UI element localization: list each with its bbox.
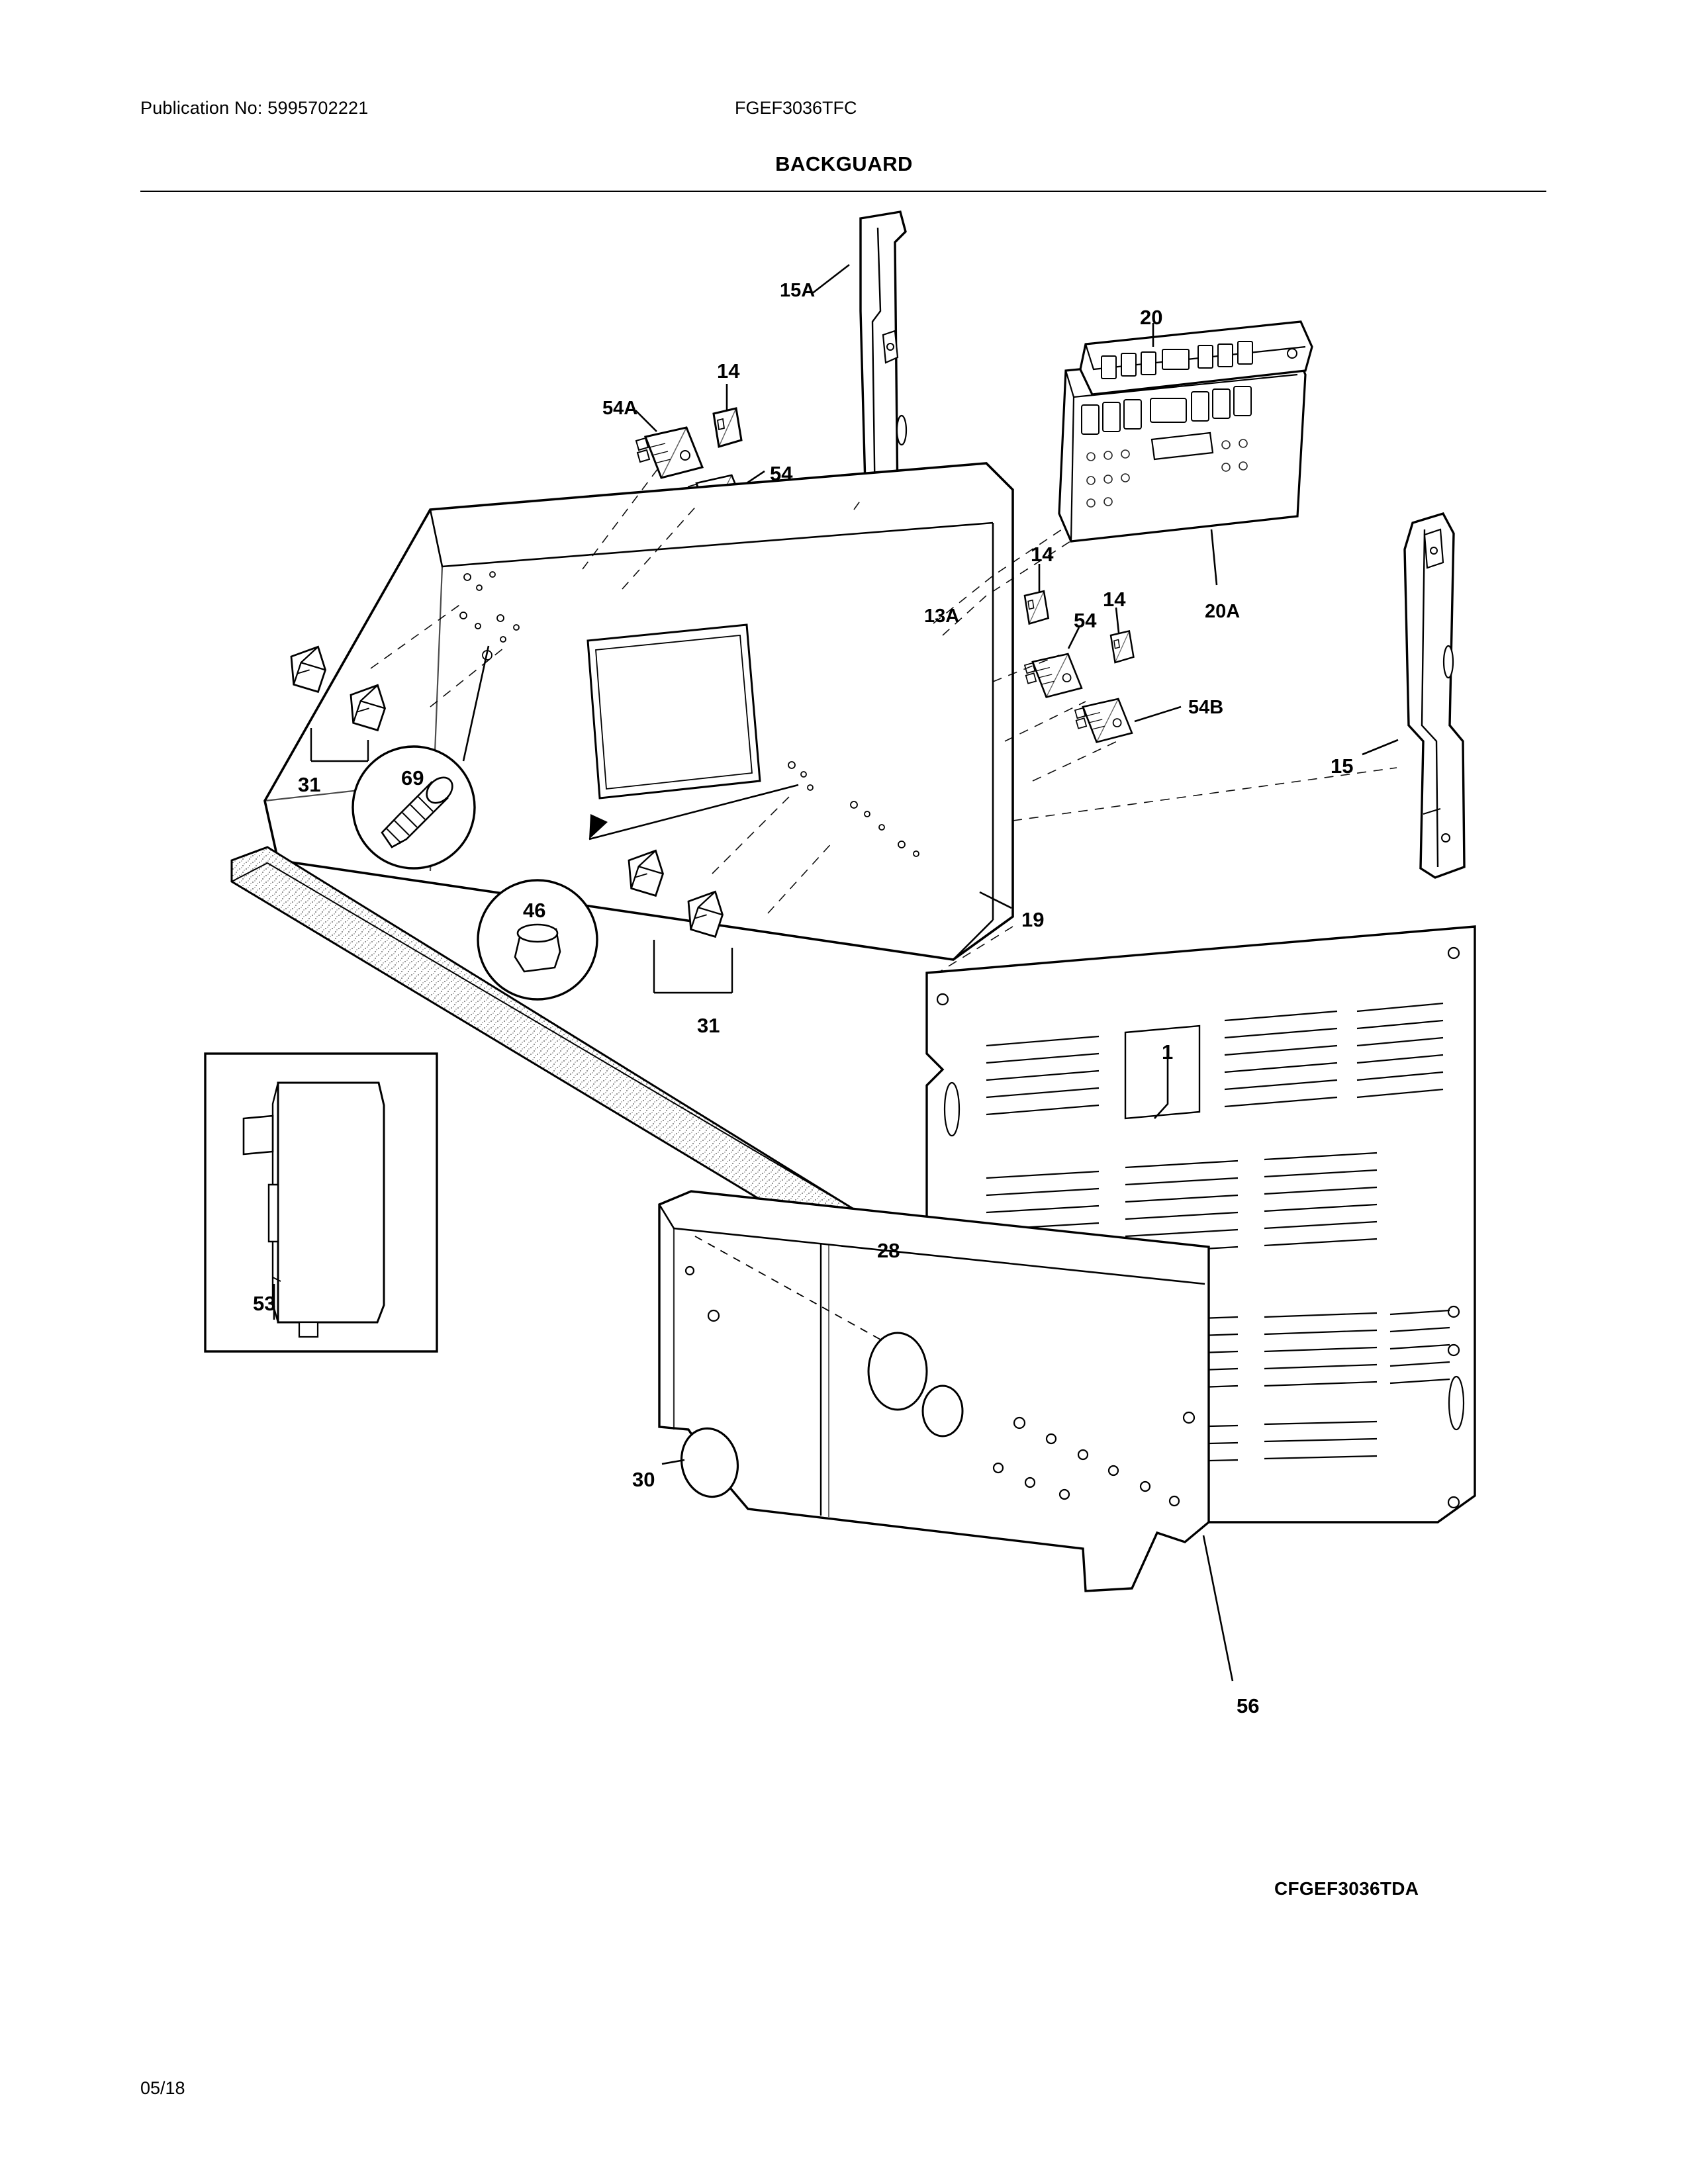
part-56-lower-support-panel [659, 1191, 1209, 1591]
leader-54a [635, 410, 657, 432]
leader-15 [1362, 740, 1398, 754]
callout-14: 14 [717, 359, 740, 383]
callout-31: 31 [697, 1014, 720, 1037]
callout-53: 53 [253, 1292, 276, 1315]
leader-56 [1203, 1535, 1233, 1681]
callout-15: 15 [1331, 754, 1354, 778]
callout-28: 28 [877, 1239, 900, 1262]
callout-54: 54 [1074, 609, 1097, 632]
callout-31: 31 [298, 773, 321, 796]
callout-1: 1 [1162, 1040, 1174, 1064]
part-54a-switch-assembly [636, 428, 702, 478]
leader-54b [1135, 707, 1181, 721]
leader-31-bottom [654, 940, 732, 993]
callout-19: 19 [1021, 908, 1045, 931]
callout-54: 54 [770, 462, 793, 485]
part-54b-switch-assembly [1075, 699, 1132, 742]
part-14-bezel-top [714, 408, 741, 447]
leader-20a [1211, 529, 1217, 585]
leader-15a [812, 265, 849, 294]
part-54-switch-mid [1025, 654, 1082, 697]
callout-20A: 20A [1205, 601, 1241, 622]
part-53-inset-assembly [205, 1054, 437, 1351]
part-15-right-end-trim [1405, 514, 1464, 878]
diagram-code: CFGEF3036TDA [1274, 1878, 1419, 1899]
callout-15A: 15A [780, 280, 816, 301]
callout-69: 69 [401, 766, 424, 790]
callout-14: 14 [1103, 588, 1126, 611]
callout-54A: 54A [602, 398, 638, 419]
callout-13A: 13A [924, 606, 960, 627]
part-14-bezel-mid2 [1111, 631, 1133, 662]
callout-20: 20 [1140, 306, 1163, 329]
publication-number: Publication No: 5995702221 [140, 98, 369, 118]
callout-56: 56 [1237, 1694, 1260, 1717]
callout-46: 46 [523, 899, 546, 922]
callout-54B: 54B [1188, 697, 1224, 718]
callout-14: 14 [1031, 543, 1054, 566]
callout-30: 30 [632, 1468, 655, 1491]
model-number: FGEF3036TFC [735, 98, 857, 118]
revision-date: 05/18 [140, 2078, 185, 2098]
part-31-knob-a [291, 647, 326, 692]
page-title: BACKGUARD [775, 152, 913, 175]
part-14-bezel-mid [1025, 591, 1049, 623]
